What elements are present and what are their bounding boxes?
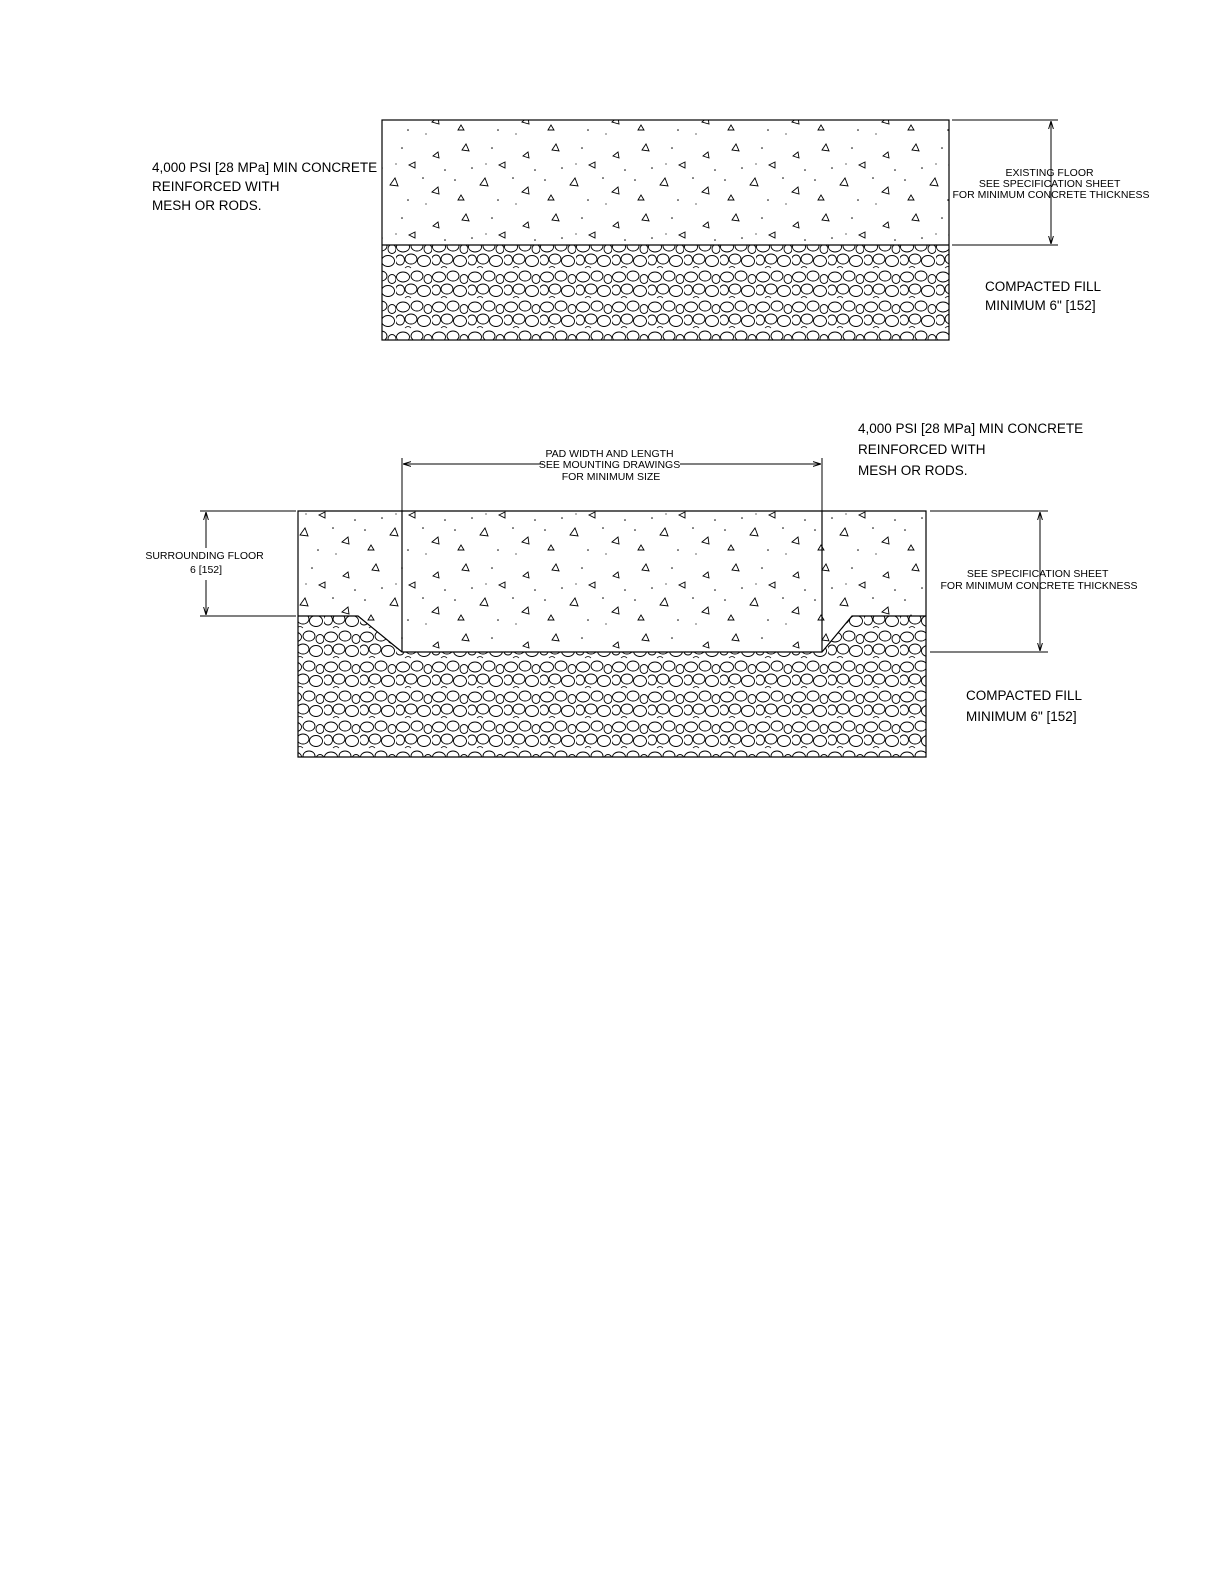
detail-existing-floor [152,120,1149,340]
pad-size-note: PAD WIDTH AND LENGTH SEE MOUNTING DRAWINGS FOR MINIMUM SIZE [538,448,681,483]
compacted-fill-note: COMPACTED FILL MINIMUM 6" [152] [985,279,1101,313]
concrete-slab [382,120,949,245]
concrete-pad [402,511,822,652]
concrete-note: 4,000 PSI [28 MPa] MIN CONCRETE REINFORCED WITH MESH OR RODS. [152,160,378,213]
detail-new-pad [145,421,1137,757]
surrounding-floor-note: SURROUNDING FLOOR 6 [152] [145,550,264,576]
concrete-note: 4,000 PSI [28 MPa] MIN CONCRETE REINFORCED WITH MESH OR RODS. [858,421,1084,478]
compacted-fill-note: COMPACTED FILL MINIMUM 6" [152] [966,688,1082,724]
existing-floor-note: EXISTING FLOOR SEE SPECIFICATION SHEET FOR MINIMUM CONCRETE THICKNESS [952,167,1150,201]
thickness-note: SEE SPECIFICATION SHEET FOR MINIMUM CONCRETE THICKNESS [940,568,1138,592]
compacted-fill-bed [382,245,949,340]
